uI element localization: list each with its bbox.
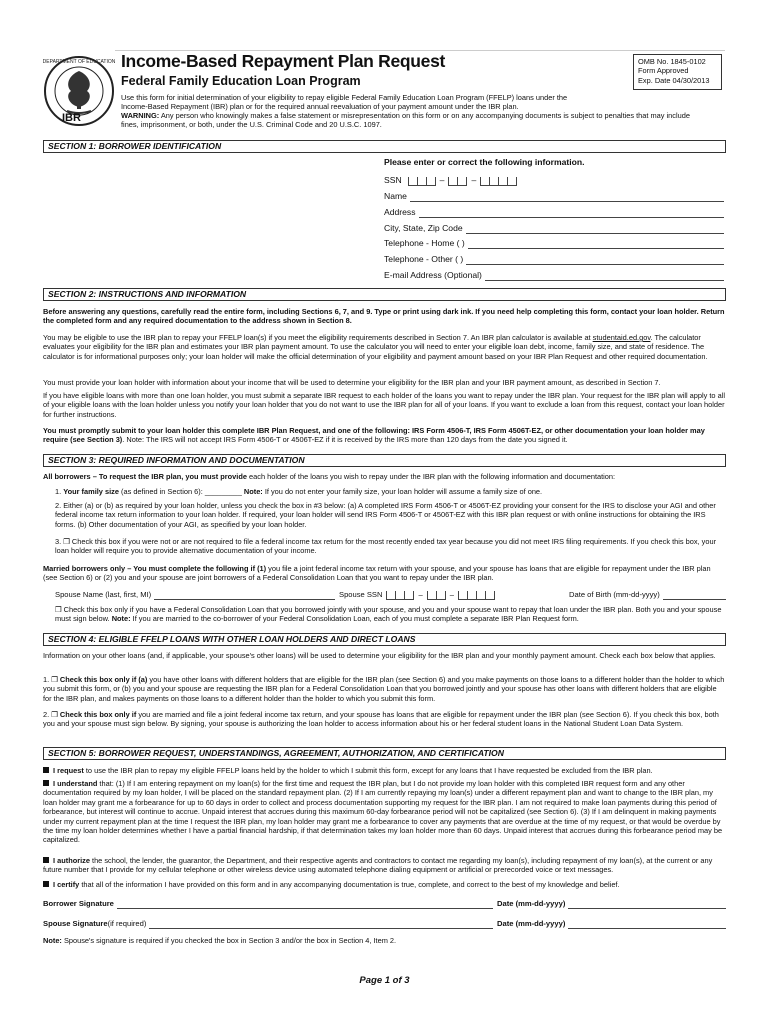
section2-para3: You must provide your loan holder with information about your income that will be used to determine your eligibility for the IBR plan and your IBR payment amount, as described in Section 7. [43,378,661,387]
borrower-signature-field[interactable]: Borrower Signature [43,899,493,909]
telephone-home-field[interactable]: Telephone - Home ( ) [384,238,724,249]
certify-statement: I certify that all of the information I have provided on this form and in any accompanying documentation is true, complete, and correct to the best of my knowledge and belief. [43,880,726,889]
section2-para5: You must promptly submit to your loan holder this complete IBR Plan Request, and one of the following: IRS Form 4506-T, IRS Form 4506T-EZ, or other documentation your loan holder may require (see Section 3). Note: The IRS will not accept IRS Form 4506-T or 4506T-EZ if it is received by the IRS more than 120 days from the date you signed it. [43,426,705,445]
section3-item3-checkbox[interactable]: 3. ❒ Check this box if you were not or are not required to file a federal income tax return for the most recently ended tax year because you did not meet IRS filing requirements. If you check this box, your loan holder will require you to provide alternative documentation of your income. [55,537,717,556]
omb-approved: Form Approved [638,66,689,76]
spouse-date-field[interactable]: Date (mm-dd-yyyy) [497,919,726,929]
omb-expiration: Exp. Date 04/30/2013 [638,75,710,85]
page-number: Page 1 of 3 [359,975,410,986]
telephone-other-field[interactable]: Telephone - Other ( ) [384,254,724,265]
warning-text: WARNING: Any person who knowingly makes a false statement or misrepresentation on this form or on any accompanying documents is subject to penalties that may include fines, imprisonment, or both, under the U.S. Criminal Code and 20 U.S.C. 1097. [121,111,690,130]
understand-statement: I understand that: (1) If I am entering repayment on my loan(s) for the first time and request the IBR plan, but I do not provide my loan holder with this completed IBR request form and any other documentation required by my loan holder, I will be placed on the standard repayment plan. (2) If I am currently repaying my loan(s) under a different repayment plan and want to change to the IBR plan, my loan holder may grant me a forbearance for up to 60 days in order to collect and process documentation supporting my request for the IBR plan. I am not required to make loan payments during this period of forbearance, but interest will continue to accrue. Unpaid interest that accrues during this maximum 60-day forbearance period will not be capitalized (see Section 6). (3) If I am delinquent in making payments under my current repayment plan at the time I request the IBR plan, my loan holder may grant me a forbearance to cover any payments that are overdue at the time of my request, or that would be overdue by the time my loan holder determines whether I have a partial financial hardship, if that determination takes my loan holder more than 60 days. Unpaid interest that accrues during this forbearance period may be capitalized. [43,779,723,845]
section1-heading: SECTION 1: BORROWER IDENTIFICATION [43,140,726,153]
form-intro: Use this form for initial determination of your eligibility to repay eligible Federal Family Education Loan Program (FFELP) loans under the Income-Based Repayment (IBR) plan or for the required annual reevaluation of your payment amount under the IBR plan. [121,93,568,112]
form-page [43,0,726,1024]
spouse-dob-field[interactable]: Date of Birth (mm-dd-yyyy) [569,590,726,600]
address-field[interactable]: Address [384,207,724,218]
form-subtitle: Federal Family Education Loan Program [121,74,361,88]
spouse-name-field[interactable]: Spouse Name (last, first, MI) [55,590,335,600]
studentaid-link[interactable]: studentaid.ed.gov [592,333,651,342]
section4-heading: SECTION 4: ELIGIBLE FFELP LOANS WITH OTHER LOAN HOLDERS AND DIRECT LOANS [43,633,726,646]
section3-lead: All borrowers – To request the IBR plan, you must provide each holder of the loans you wish to repay under the IBR plan with the following information and documentation: [43,472,616,481]
spouse-ssn-field[interactable]: Spouse SSN – – [339,590,569,600]
section4-lead: Information on your other loans (and, if applicable, your spouse's other loans) will be used to determine your eligibility for the IBR plan and your monthly payment amount. Check each box below that applies. [43,651,716,660]
title-block [121,51,591,112]
svg-text:DEPARTMENT OF EDUCATION: DEPARTMENT OF EDUCATION [43,59,115,65]
omb-number: OMB No. 1845-0102 [638,57,706,66]
section3-married: Married borrowers only – You must complete the following if (1) you file a joint federal income tax return with your spouse, and your spouse has loans that are eligible for repayment under the IBR plan (see Section 6) or (2) you and your spouse are joint borrowers of a Federal Consolidation Loan that you want to repay under the IBR plan. [43,564,711,583]
section5-heading: SECTION 5: BORROWER REQUEST, UNDERSTANDINGS, AGREEMENT, AUTHORIZATION, AND CERTIFICATION [43,747,726,760]
section1-instruction: Please enter or correct the following information. [384,157,585,167]
name-field[interactable]: Name [384,191,724,202]
spouse-signature-field[interactable]: Spouse Signature (if required) [43,919,493,929]
section2-heading: SECTION 2: INSTRUCTIONS AND INFORMATION [43,288,726,301]
section2-para4: If you have eligible loans with more than one loan holder, you must submit a separate IBR request to each holder of the loans you want to repay under the IBR plan. Your request for the IBR plan will apply to all of your eligible loans with the loan holder unless you notify your loan holder that you do not want to use the IBR plan for all of your loans. If you want to exclude a loan from this request, contact your loan holder for further instructions. [43,391,725,419]
request-statement: I request to use the IBR plan to repay my eligible FFELP loans held by the holder to which I submit this form, except for any loans that I have requested be excluded from the IBR plan. [43,766,726,775]
spouse-signature-note: Note: Spouse's signature is required if you checked the box in Section 3 and/or the box in Section 4, Item 2. [43,936,397,945]
section3-item1: 1. Your family size (as defined in Section 6): _________ Note: If you do not enter your family size, your loan holder will assume a family size of one. [55,487,543,496]
section4-item1-checkbox[interactable]: 1. ❒ Check this box only if (a) you have other loans with different holders that are eligible for the IBR plan (see Section 6) and you make payments on those loans to a different holder than the holder to which you submit this form, or (b) you and your spouse are requesting the IBR plan for a Federal Consolidation Loan that you borrowed jointly and your spouse has other loans with different holders that are eligible for the IBR plan, and makes payments on those loans to a different holder than the holder to which you submit this form. [43,675,725,703]
section4-item2-checkbox[interactable]: 2. ❒ Check this box only if you are married and file a joint federal income tax return, and your spouse has loans that are eligible for repayment under the IBR plan (see Section 6). If you check this box, both you and your spouse must sign below. By signing, your spouse is authorizing the loan holder to access information about his or her federal student loans in the National Student Loan Data System. [43,710,719,729]
section3-heading: SECTION 3: REQUIRED INFORMATION AND DOCUMENTATION [43,454,726,467]
email-field[interactable]: E-mail Address (Optional) [384,270,724,281]
omb-box [633,54,722,90]
form-title: Income-Based Repayment Plan Request [121,51,446,71]
city-state-zip-field[interactable]: City, State, Zip Code [384,223,724,234]
section2-para2: You may be eligible to use the IBR plan to repay your FFELP loan(s) if you meet the eligibility requirements described in Section 7. An IBR plan calculator is available at studentaid.ed.gov. The calculator evaluates your eligibility for the IBR plan and estimates your IBR plan payment amount. To use the calculator you will need to enter your eligible loan debt, income, family size, and state of residence. The calculator is for informational purposes only; your loan holder will make the official determination of your eligibility and payment amount based on your IBR Plan Request and other required documentation. [43,333,708,361]
borrower-date-field[interactable]: Date (mm-dd-yyyy) [497,899,726,909]
ssn-boxes[interactable]: – – [408,175,518,186]
consolidation-checkbox[interactable]: ❒ Check this box only if you have a Federal Consolidation Loan that you borrowed jointly with your spouse, and you and your spouse want to repay that loan under the IBR plan. Both you and your spouse must sign below. Note: If you are married to the co-borrower of your Federal Consolidation Loan, each of you must complete a separate IBR Plan Request form. [55,605,722,624]
section3-item2: 2. Either (a) or (b) as required by your loan holder, unless you check the box in #3 below: (a) A completed IRS Form 4506-T or 4506T-EZ providing your consent for the IRS to disclose your AGI and other federal income tax return information to your loan holder. If required, your loan holder will send IRS Form 4506-T or 4506T-EZ with this IBR plan request or with online instructions for obtaining the IRS forms. (b) Other documentation of your AGI, as specified by your loan holder. [55,501,716,529]
authorize-statement: I authorize the school, the lender, the guarantor, the Department, and their respective agents and contractors to contact me regarding my loan(s), including repayment of my loan(s), at the current or any future number that I provide for my cellular telephone or other wireless device using automated telephone dialing equipment or artificial or prerecorded voice or text messages. [43,856,713,875]
section2-para1: Before answering any questions, carefully read the entire form, including Sections 6, 7, and 9. Type or print using dark ink. If you need help completing this form, contact your loan holder. Return the completed form and any required documentation to the address shown in Section 8. [43,307,725,326]
form-code: IBR [62,112,81,124]
ssn-field[interactable]: SSN – – [384,175,724,186]
